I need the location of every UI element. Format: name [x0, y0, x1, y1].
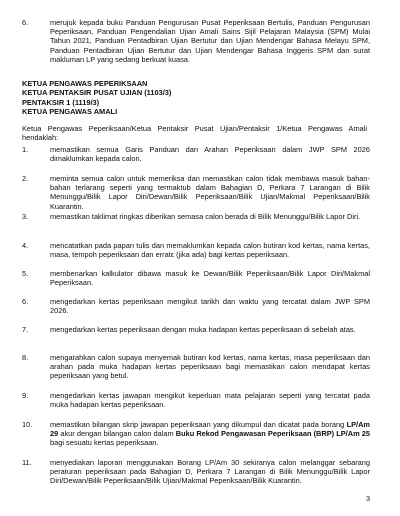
list-number: 2. — [22, 174, 29, 183]
list-text: meminta semua calon untuk memeriksa dan memastikan calon tidak membawa masuk bahan-bahan terlarang seperti yang termaktub dalam Bahagian D, Perkara 7 Larangan di Bilik Menunggu/Bilik Lapor Diri/Dewan/Bilik Peperiksaan/Bilik Ujian/Makmal Peperiksaan/Bilik Kuarantin. — [50, 174, 370, 211]
list-text: merujuk kepada buku Panduan Pengurusan Pusat Peperiksaan Bertulis, Panduan Pengurusan Peperiksaan, Panduan Pengendalian Ujian Amali Sains Sijil Pelajaran Malaysia (SPM) Mulai Tahun 2021, Panduan Pentadbiran Ujian Bertutur dan Ujian Mendengar Bahasa Melayu SPM, Panduan Pentadbiran Ujian Bertutur dan Ujian Mendengar Bahasa Inggeris SPM dan surat makluman LP yang sedang berkuat kuasa. — [50, 18, 370, 64]
bold-record-book: Buku Rekod Pengawasan Peperiksaan (BRP) LP/Am 25 — [175, 429, 370, 439]
list-text: mengarahkan calon supaya menyemak butiran kod kertas, nama kertas, masa peperiksaan dan arahan pada muka hadapan kertas peperiksaan bagi memastikan calon mendapat kertas peperiksaan yang betul. — [50, 353, 370, 381]
list-number: 1. — [22, 145, 29, 154]
text-segment: memastikan bilangan skrip jawapan peperiksaan yang dikumpul dan dicatat pada borang — [50, 420, 347, 429]
list-text: mengedarkan kertas peperiksaan mengikut tarikh dan waktu yang tercatat dalam JWP SPM 2026. — [50, 297, 370, 316]
heading-ketua-pengawas: KETUA PENGAWAS PEPERIKSAAN — [22, 79, 148, 88]
list-text: mencatatkan pada papan tulis dan memaklumkan kepada calon butiran kod kertas, nama kertas, masa, tempoh peperiksaan dan erratε (jika ada) bagi kertas peperiksaan. — [50, 241, 370, 260]
list-item — [22, 212, 370, 221]
list-number: 6. — [22, 297, 29, 306]
list-item — [22, 353, 370, 381]
list-text: mengedarkan kertas peperiksaan dengan muka hadapan kertas peperiksaan di sebelah atas. — [50, 325, 356, 334]
list-number: 11. — [22, 458, 32, 467]
heading-pentaksir-1: PENTAKSIR 1 (1119/3) — [22, 97, 100, 107]
list-number: 5. — [22, 269, 29, 278]
list-number: 7. — [22, 325, 29, 334]
list-text: memastikan semua Garis Panduan dan Arahan Peperiksaan dalam JWP SPM 2026 dimaklumkan kepada calon. — [50, 145, 370, 164]
list-number: 4. — [22, 241, 29, 250]
text-segment: akur dengan bilangan calon dalam — [58, 429, 176, 439]
list-item — [22, 297, 370, 315]
list-item — [22, 145, 370, 163]
text-segment: bagi sesuatu kertas peperiksaan. — [50, 438, 159, 448]
list-number: 3. — [22, 212, 29, 221]
section-headings — [22, 79, 362, 116]
list-text: menyediakan laporan menggunakan Borang LP/Am 30 sekiranya calon melanggar sebarang peraturan peperiksaan pada Bahagian D, Perkara 7 Larangan di Bilik Menunggu/Bilik Lapor Diri/Dewan/Bilik Peperiksaan/Bilik Ujian/Makmal Peperiksaan/Bilik Kuarantin. — [50, 458, 370, 486]
list-item — [22, 458, 370, 486]
list-number: 8. — [22, 353, 29, 362]
page-number: 3 — [366, 496, 370, 503]
list-number: 10. — [22, 420, 33, 429]
bold-form-code: LP/Am 29 — [50, 420, 370, 439]
intro-paragraph: Ketua Pengawas Peperiksaan/Ketua Pentaksir Pusat Ujian/Pentaksir 1/Ketua Pengawas Amali hendaklah: — [22, 124, 367, 143]
list-item — [22, 420, 370, 448]
list-text: memastikan taklimat ringkas diberikan semasa calon berada di Bilik Menunggu/Bilik Lapor Diri. — [50, 212, 361, 221]
heading-ketua-pengawas-amali: KETUA PENGAWAS AMALI — [22, 106, 118, 116]
list-item — [22, 174, 370, 211]
list-item — [22, 269, 370, 287]
list-item — [22, 391, 370, 409]
list-item — [22, 241, 370, 259]
heading-ketua-pentaksir: KETUA PENTAKSIR PUSAT UJIAN (1103/3) — [22, 88, 172, 98]
list-number: 6. — [22, 18, 29, 27]
list-text: membenarkan kalkulator dibawa masuk ke Dewan/Bilik Peperiksaan/Bilik Lapor Diri/Makmal Peperiksaan. — [50, 269, 370, 288]
list-item-6-top — [22, 18, 370, 64]
list-text: mengedarkan kertas jawapan mengikut keperluan mata pelajaran seperti yang tercatat pada muka hadapan kertas peperiksaan. — [50, 391, 370, 410]
list-item — [22, 325, 370, 334]
list-number: 9. — [22, 391, 29, 400]
list-text — [50, 420, 370, 448]
